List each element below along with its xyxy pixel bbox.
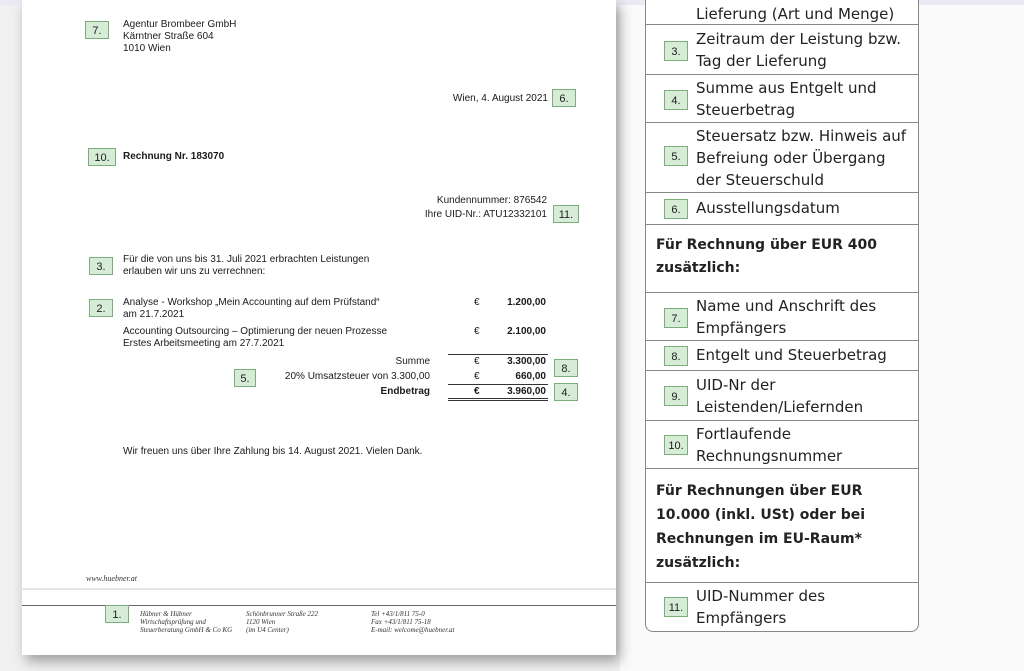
badge-7: 7. — [85, 21, 109, 39]
customer-uid: Ihre UID-Nr.: ATU12332101 — [424, 209, 547, 220]
currency-symbol: € — [474, 356, 480, 367]
vat-amount: 660,00 — [515, 371, 546, 382]
total-rule-top — [448, 384, 548, 385]
badge-10: 10. — [88, 148, 116, 166]
footer-fax: Fax +43/1/811 75-18 — [371, 618, 431, 626]
invoice-item — [123, 297, 453, 321]
currency-symbol: € — [474, 386, 480, 397]
place-date: Wien, 4. August 2021 — [452, 93, 548, 104]
row-text: Steuersatz bzw. Hinweis auf Befreiung oder Übergang der Steuerschuld — [696, 127, 907, 189]
footer-address — [246, 610, 356, 634]
total-rule-bottom — [448, 398, 548, 399]
footer-line: Hübner & Hübner — [140, 610, 192, 618]
sender-line: Agentur Brombeer GmbH — [123, 19, 237, 30]
panel-row — [646, 341, 918, 371]
footer-line: Wirtschaftsprüfung und — [140, 618, 206, 626]
footer-line: Steuerberatung GmbH & Co KG — [140, 626, 233, 634]
row-text: UID-Nummer des Empfängers — [696, 587, 826, 627]
period-text-line: Für die von uns bis 31. Juli 2021 erbrachten Leistungen — [123, 254, 370, 265]
footer-contact — [371, 610, 501, 634]
footer-phone: Tel +43/1/811 75-0 — [371, 610, 425, 618]
invoice-number: Rechnung Nr. 183070 — [123, 151, 225, 162]
row-badge: 7. — [664, 308, 688, 328]
row-text: UID-Nr der Leistenden/Liefernden — [696, 376, 864, 416]
item-description: Accounting Outsourcing – Optimierung der neuen Prozesse — [123, 326, 388, 337]
total-amount: 3.960,00 — [507, 386, 546, 397]
row-badge: 10. — [664, 435, 688, 455]
currency-symbol: € — [474, 297, 480, 308]
badge-5: 5. — [234, 369, 256, 387]
badge-4: 4. — [554, 383, 578, 401]
footer-email[interactable]: E-mail: welcome@huebner.at — [371, 626, 455, 634]
customer-number: Kundennummer: 876542 — [436, 195, 547, 206]
badge-11: 11. — [553, 205, 579, 223]
row-text: Ausstellungsdatum — [696, 199, 840, 217]
badge-1: 1. — [105, 605, 129, 623]
invoice-page — [22, 0, 616, 655]
website-link[interactable]: www.huebner.at — [86, 574, 137, 583]
footer-company — [140, 610, 250, 634]
item-date: am 21.7.2021 — [123, 309, 185, 320]
row-text: Fortlaufende Rechnungsnummer — [696, 425, 843, 465]
badge-3: 3. — [89, 257, 113, 275]
sum-rule — [448, 354, 548, 355]
currency-symbol: € — [474, 371, 480, 382]
badge-2: 2. — [89, 299, 113, 317]
row-badge: 6. — [664, 199, 688, 219]
period-text — [123, 254, 443, 278]
item-description: Analyse - Workshop „Mein Accounting auf dem Prüfstand“ — [123, 297, 380, 308]
period-text-line: erlauben wir uns zu verrechnen: — [123, 266, 266, 277]
invoice-item — [123, 326, 453, 350]
item-date: Erstes Arbeitsmeeting am 27.7.2021 — [123, 338, 285, 349]
sender-address — [123, 19, 373, 55]
panel-heading: Für Rechnung über EUR 400 zusätzlich: — [656, 237, 878, 276]
currency-symbol: € — [474, 326, 480, 337]
row-badge: 3. — [664, 41, 688, 61]
total-rule-double — [448, 400, 548, 401]
vat-label: 20% Umsatzsteuer von 3.300,00 — [284, 371, 430, 382]
panel-row — [646, 583, 918, 630]
footer-line: Schönbrunner Straße 222 — [246, 610, 318, 618]
row-badge: 4. — [664, 90, 688, 110]
closing-text: Wir freuen uns über Ihre Zahlung bis 14. August 2021. Vielen Dank. — [123, 446, 423, 457]
badge-8: 8. — [554, 359, 578, 377]
row-badge: 11. — [664, 597, 688, 617]
sender-line: Kärntner Straße 604 — [123, 31, 214, 42]
requirements-panel — [645, 0, 919, 632]
panel-row — [646, 193, 918, 225]
sender-line: 1010 Wien — [123, 43, 171, 54]
sum-amount: 3.300,00 — [507, 356, 546, 367]
panel-row-partial — [646, 1, 918, 25]
panel-row — [646, 293, 918, 341]
sum-label: Summe — [395, 356, 430, 367]
panel-row — [646, 371, 918, 421]
row-badge: 5. — [664, 146, 688, 166]
panel-heading-row — [646, 469, 918, 583]
badge-6: 6. — [552, 89, 576, 107]
panel-heading: Für Rechnungen über EUR 10.000 (inkl. USt) oder bei Rechnungen im EU-Raum* zusätzlich: — [656, 483, 866, 571]
panel-row — [646, 123, 918, 193]
row-text: Entgelt und Steuerbetrag — [696, 346, 887, 364]
row-text: Lieferung (Art und Menge) — [696, 5, 895, 23]
row-text: Summe aus Entgelt und Steuerbetrag — [696, 79, 877, 119]
row-text: Zeitraum der Leistung bzw. Tag der Lieferung — [696, 30, 902, 70]
panel-row — [646, 421, 918, 469]
footer-light-rule — [22, 588, 616, 590]
row-badge: 8. — [664, 346, 688, 366]
row-badge: 9. — [664, 386, 688, 406]
panel-row — [646, 25, 918, 75]
item-amount: 2.100,00 — [507, 326, 546, 337]
row-text: Name und Anschrift des Empfängers — [696, 297, 877, 337]
item-amount: 1.200,00 — [507, 297, 546, 308]
panel-row — [646, 75, 918, 123]
footer-line: (im U4 Center) — [246, 626, 289, 634]
panel-heading-row — [646, 225, 918, 293]
total-label: Endbetrag — [380, 386, 430, 397]
footer-line: 1120 Wien — [246, 618, 276, 626]
